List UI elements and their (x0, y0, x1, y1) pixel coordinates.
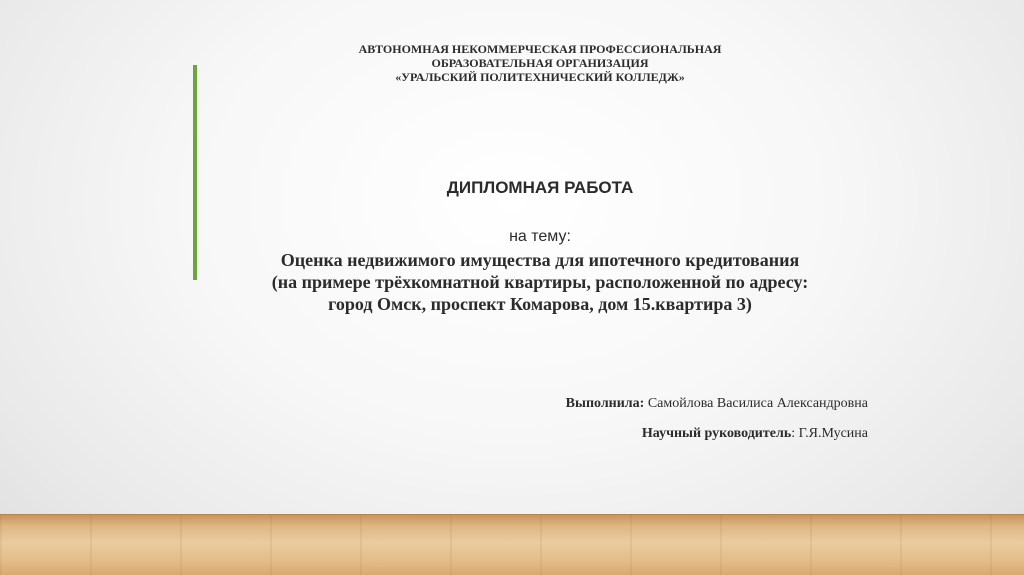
supervisor-row (566, 426, 868, 442)
thesis-topic (180, 249, 900, 315)
author-row (566, 396, 868, 412)
author-name: Самойлова Василиса Александровна (644, 396, 868, 411)
supervisor-label: Научный руководитель (641, 426, 792, 441)
organization-line-3: «УРАЛЬСКИЙ ПОЛИТЕХНИЧЕСКИЙ КОЛЛЕДЖ» (395, 70, 685, 84)
topic-line-1: Оценка недвижимого имущества для ипотечного кредитования (280, 250, 800, 270)
accent-bar (193, 65, 197, 280)
author-label: Выполнила: (565, 396, 645, 411)
organization-header (240, 42, 840, 84)
wooden-floor-decoration (0, 514, 1024, 575)
supervisor-name: : Г.Я.Мусина (791, 426, 868, 441)
thesis-title: ДИПЛОМНАЯ РАБОТА (446, 178, 634, 197)
organization-line-1: АВТОНОМНАЯ НЕКОММЕРЧЕСКАЯ ПРОФЕССИОНАЛЬНАЯ (358, 42, 722, 56)
topic-lead: на тему: (509, 228, 571, 245)
topic-line-3: город Омск, проспект Комарова, дом 15.квартира 3) (328, 294, 752, 314)
topic-line-2: (на примере трёхкомнатной квартиры, расположенной по адресу: (271, 272, 809, 292)
credits-block (566, 396, 868, 456)
organization-line-2: ОБРАЗОВАТЕЛЬНАЯ ОРГАНИЗАЦИЯ (431, 56, 649, 70)
